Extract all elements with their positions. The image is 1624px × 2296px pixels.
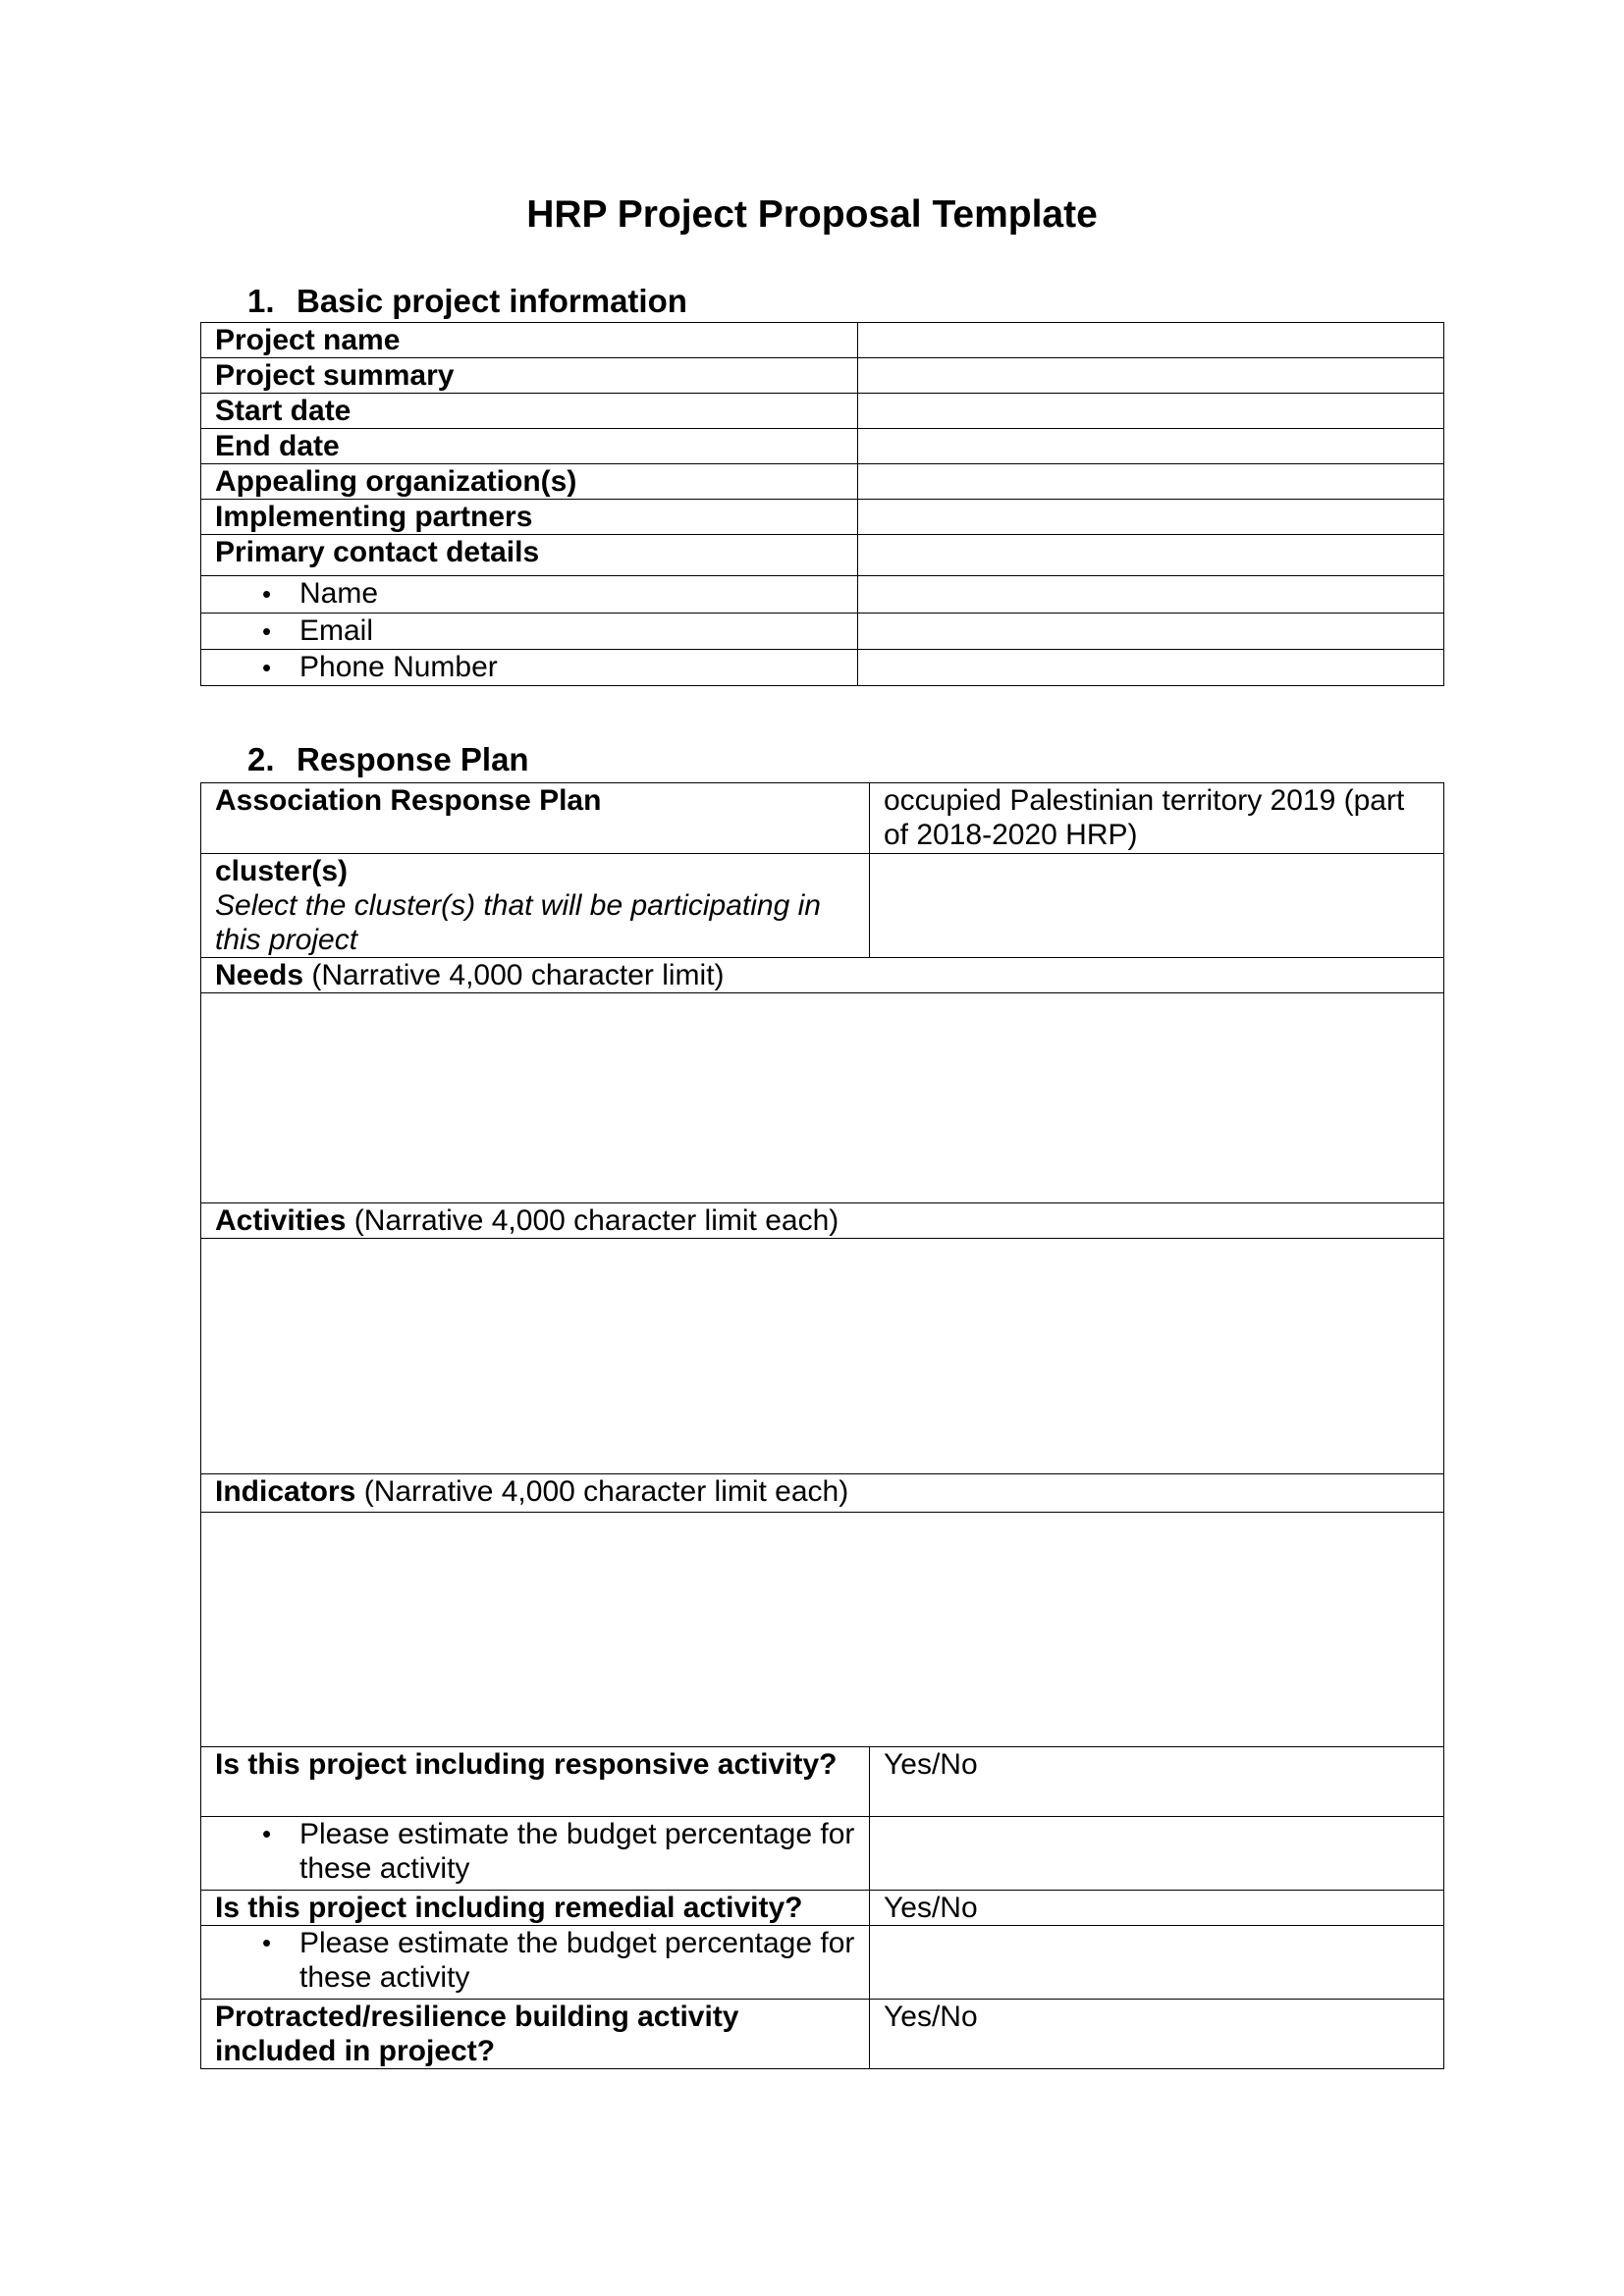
start-date-label: Start date — [201, 394, 858, 429]
section-1-title: Basic project information — [297, 283, 687, 319]
table-row — [201, 1239, 1444, 1474]
remedial-activity-value[interactable]: Yes/No — [870, 1891, 1444, 1926]
protracted-activity-label: Protracted/resilience building activity included in project? — [201, 2000, 870, 2069]
table-row — [201, 1891, 1444, 1926]
responsive-activity-value[interactable]: Yes/No — [870, 1747, 1444, 1817]
responsive-budget-field[interactable] — [870, 1817, 1444, 1891]
table-row — [201, 500, 1444, 535]
project-name-label: Project name — [201, 323, 858, 358]
table-row — [201, 1474, 1444, 1513]
section-2-heading — [247, 741, 529, 778]
activities-header — [201, 1203, 1444, 1239]
appealing-organizations-label: Appealing organization(s) — [201, 464, 858, 500]
table-row — [201, 1817, 1444, 1891]
primary-contact-label: Primary contact details — [201, 535, 858, 576]
indicators-field[interactable] — [201, 1513, 1444, 1747]
indicators-note: (Narrative 4,000 character limit each) — [355, 1475, 849, 1508]
project-summary-field[interactable] — [858, 358, 1444, 394]
activities-field[interactable] — [201, 1239, 1444, 1474]
needs-note: (Narrative 4,000 character limit) — [303, 959, 725, 991]
contact-phone-field[interactable] — [858, 650, 1444, 686]
remedial-activity-label: Is this project including remedial activity? — [201, 1891, 870, 1926]
indicators-label: Indicators — [215, 1475, 356, 1508]
bullet-icon: • — [262, 1819, 272, 1848]
page-title: HRP Project Proposal Template — [526, 193, 1098, 236]
responsive-activity-label: Is this project including responsive activity? — [201, 1747, 870, 1817]
needs-label: Needs — [215, 959, 304, 991]
section-2-title: Response Plan — [297, 741, 529, 777]
activities-note: (Narrative 4,000 character limit each) — [346, 1204, 839, 1237]
contact-name-field[interactable] — [858, 576, 1444, 614]
table-row — [201, 1513, 1444, 1747]
activities-label: Activities — [215, 1204, 347, 1237]
table-row — [201, 1926, 1444, 2000]
section-2-number: 2. — [247, 741, 275, 777]
table-row — [201, 650, 1444, 686]
project-name-field[interactable] — [858, 323, 1444, 358]
clusters-label-cell — [201, 854, 870, 958]
primary-contact-field[interactable] — [858, 535, 1444, 576]
indicators-header — [201, 1474, 1444, 1513]
contact-phone-label: • Phone Number — [201, 650, 858, 686]
section-1-number: 1. — [247, 283, 275, 319]
project-summary-label: Project summary — [201, 358, 858, 394]
table-row — [201, 2000, 1444, 2069]
clusters-hint: Select the cluster(s) that will be participating in this project — [215, 889, 821, 956]
needs-header — [201, 958, 1444, 993]
table-row — [201, 535, 1444, 576]
protracted-activity-value[interactable]: Yes/No — [870, 2000, 1444, 2069]
association-response-plan-label: Association Response Plan — [201, 783, 870, 854]
bullet-icon: • — [262, 579, 272, 609]
appealing-organizations-field[interactable] — [858, 464, 1444, 500]
table-row — [201, 614, 1444, 650]
bullet-icon: • — [262, 1928, 272, 1957]
responsive-budget-label: • Please estimate the budget percentage for these activity — [201, 1817, 870, 1891]
table-row — [201, 993, 1444, 1203]
clusters-label: cluster(s) — [215, 855, 349, 887]
table-row — [201, 958, 1444, 993]
section-1-heading — [247, 283, 687, 320]
table-row — [201, 1203, 1444, 1239]
table-row — [201, 358, 1444, 394]
start-date-field[interactable] — [858, 394, 1444, 429]
table-row — [201, 576, 1444, 614]
clusters-field[interactable] — [870, 854, 1444, 958]
implementing-partners-field[interactable] — [858, 500, 1444, 535]
table-row — [201, 464, 1444, 500]
remedial-budget-label: • Please estimate the budget percentage for these activity — [201, 1926, 870, 2000]
bullet-icon: • — [262, 616, 272, 646]
table-row — [201, 323, 1444, 358]
contact-email-label: • Email — [201, 614, 858, 650]
contact-name-label: • Name — [201, 576, 858, 614]
table-row — [201, 394, 1444, 429]
basic-info-table — [200, 322, 1444, 686]
table-row — [201, 783, 1444, 854]
bullet-icon: • — [262, 653, 272, 682]
table-row — [201, 429, 1444, 464]
end-date-label: End date — [201, 429, 858, 464]
end-date-field[interactable] — [858, 429, 1444, 464]
association-response-plan-value: occupied Palestinian territory 2019 (part of 2018-2020 HRP) — [870, 783, 1444, 854]
response-plan-table — [200, 782, 1444, 2069]
implementing-partners-label: Implementing partners — [201, 500, 858, 535]
needs-field[interactable] — [201, 993, 1444, 1203]
remedial-budget-field[interactable] — [870, 1926, 1444, 2000]
table-row — [201, 854, 1444, 958]
table-row — [201, 1747, 1444, 1817]
contact-email-field[interactable] — [858, 614, 1444, 650]
